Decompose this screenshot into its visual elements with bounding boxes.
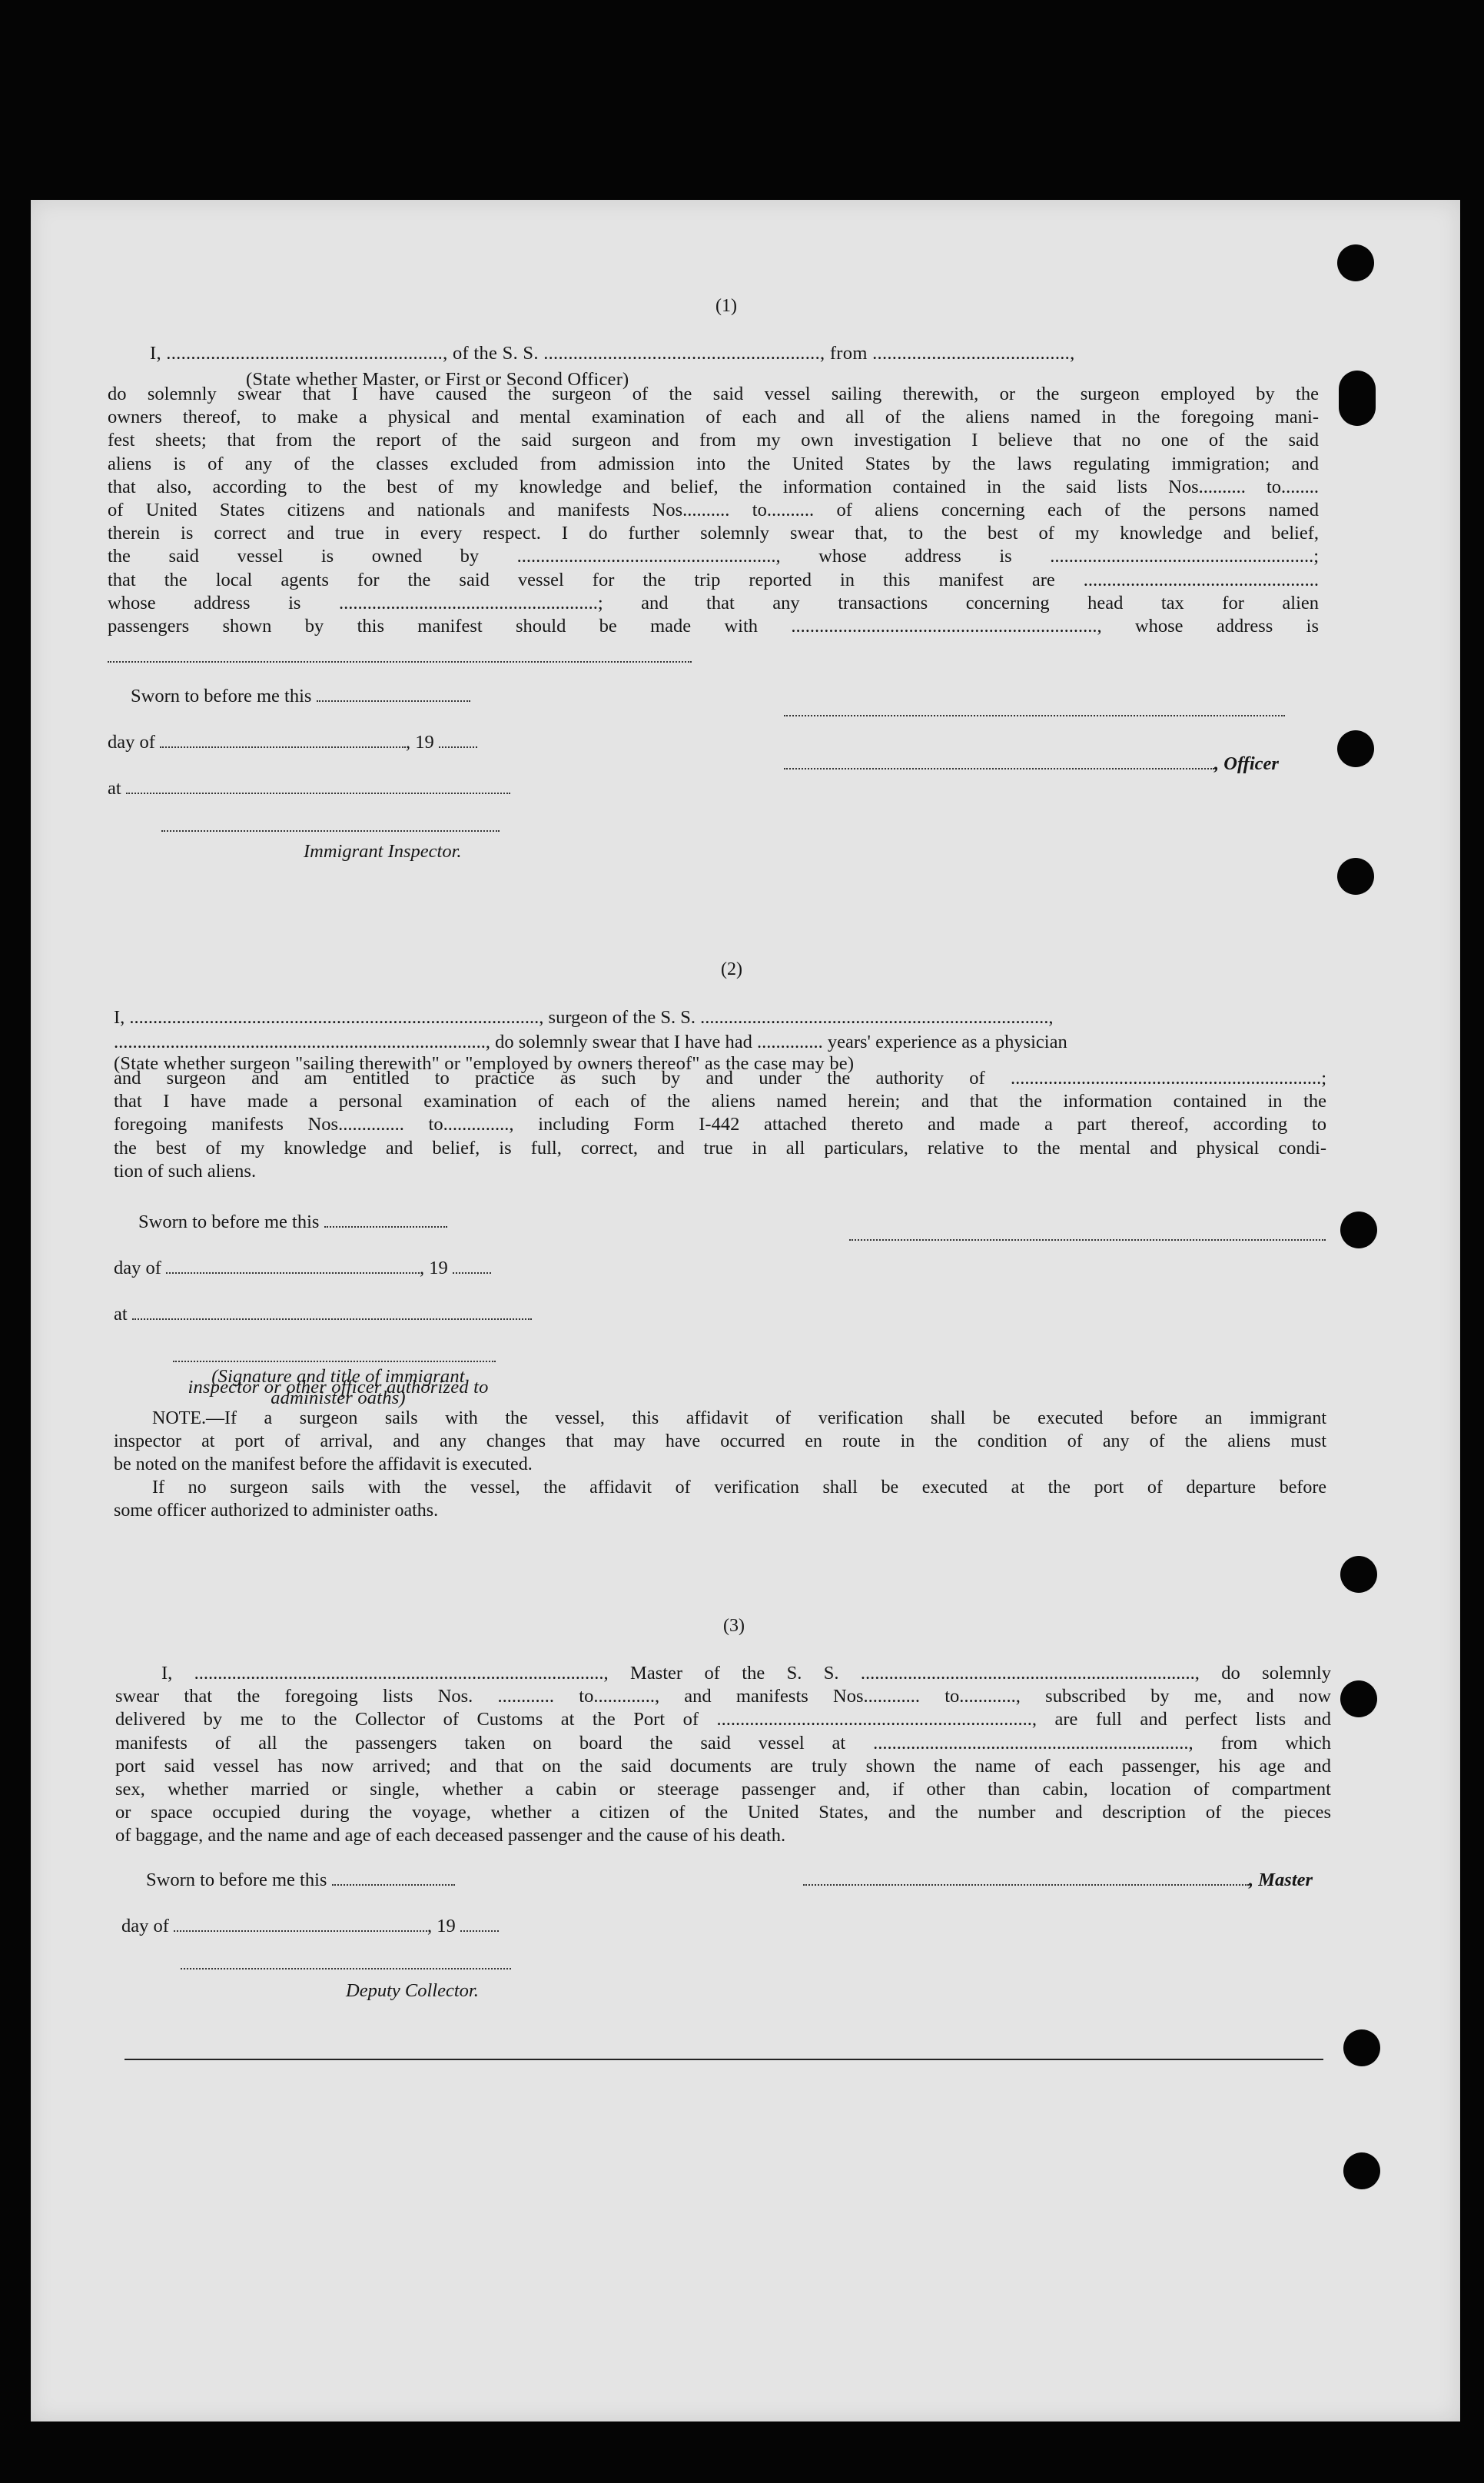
section-2-at (114, 1304, 532, 1325)
section-3-line: I, ......................................................................................., Master of the S. S. ......................................................................., do solemnly (161, 1663, 1331, 1684)
day-field (166, 1258, 420, 1274)
manifest-page (31, 200, 1460, 2422)
note-line: If no surgeon sails with the vessel, the affidavit of verification shall be executed at the port of departure before (152, 1478, 1326, 1497)
officer-label: , Officer (1214, 753, 1279, 774)
master-label-row (803, 1870, 1313, 1891)
section-1-line: do solemnly swear that I have caused the surgeon of the said vessel sailing therewith, or the surgeon employed by the (108, 384, 1319, 404)
section-1-line: aliens is of any of the classes excluded from admission into the United States by the laws regulating immigration; and (108, 453, 1319, 474)
master-label: , Master (1249, 1870, 1313, 1890)
section-3-line: swear that the foregoing lists Nos. ............ to............., and manifests Nos............ to............, subscribed by me, and now (115, 1686, 1331, 1707)
section-1-line: therein is correct and true in every respect. I do further solemnly swear that, to the best of my knowledge and belief, (108, 523, 1319, 544)
day-field (174, 1916, 427, 1932)
binder-hole (1337, 244, 1374, 281)
section-2-number: (2) (721, 959, 742, 979)
binder-hole (1343, 2029, 1380, 2066)
section-1-number: (1) (715, 296, 737, 316)
collector-signature-line (181, 1954, 511, 1969)
inspector-signature-line (161, 816, 500, 832)
sworn-date-field (332, 1870, 455, 1886)
officer-label-row (784, 753, 1279, 775)
section-2-line-1: I, ......................................................................................., surgeon of the S. S. .........................................................................., (114, 1007, 1054, 1028)
section-1-body (108, 383, 1319, 638)
section-1-line: of United States citizens and nationals and manifests Nos.......... to.......... of aliens concerning each of the persons named (108, 500, 1319, 521)
section-2-day (114, 1258, 491, 1279)
section-1-line: whose address is .......................................................; and that any transactions concerning head tax for alien (108, 592, 1319, 613)
section-2-note (114, 1407, 1326, 1522)
year-field (439, 733, 477, 748)
surgeon-status-field: ............................................................................... (114, 1032, 486, 1052)
binder-hole (1343, 2152, 1380, 2189)
note-line: —If a surgeon sails with the vessel, this affidavit of verification shall be executed before an immigrant (205, 1408, 1326, 1428)
section-2-line: foregoing manifests Nos.............. to.............., including Form I-442 attached thereto and made a part thereof, according to (114, 1114, 1326, 1135)
year-label: , 19 (406, 732, 434, 753)
at-label: at (114, 1304, 128, 1325)
sworn-label: Sworn to before me this (138, 1212, 320, 1232)
section-3-line: sex, whether married or single, whether a cabin or steerage passenger and, if other than cabin, location of compartment (115, 1779, 1331, 1800)
section-1-line: owners thereof, to make a physical and mental examination of each and all of the aliens named in the foregoing mani- (108, 407, 1319, 428)
day-field (160, 733, 406, 748)
section-3-number: (3) (723, 1616, 745, 1636)
section-1-continuation-line (108, 647, 692, 663)
officer-name-field (784, 754, 1214, 769)
day-of-label: day of (108, 732, 155, 753)
section-2-line: that I have made a personal examination of each of the aliens named herein; and that the information contained in the (114, 1091, 1326, 1112)
note-line: some officer authorized to administer oaths. (114, 1501, 439, 1521)
section-3-line: delivered by me to the Collector of Customs at the Port of ..................................................................., are full and perfect lists and (115, 1709, 1331, 1730)
section-3-line: port said vessel has now arrived; and that on the said documents are truly shown the name of each passenger, his age and (115, 1755, 1331, 1777)
at-label: at (108, 778, 121, 799)
note-line: be noted on the manifest before the affidavit is executed. (114, 1454, 533, 1474)
sworn-date-field (324, 1212, 447, 1228)
section-2-line-2-note: (State whether surgeon "sailing therewith" or "employed by owners thereof" as the case may be) (114, 1053, 855, 1074)
binder-hole (1340, 1556, 1377, 1593)
surgeon-signature-line (849, 1225, 1326, 1241)
section-2-line: tion of such aliens. (114, 1160, 257, 1182)
year-label: , 19 (427, 1916, 456, 1936)
section-1-line: that the local agents for the said vessel for the trip reported in this manifest are .................................................. (108, 569, 1319, 590)
sworn-label: Sworn to before me this (131, 686, 312, 706)
section-2-line: the best of my knowledge and belief, is full, correct, and true in all particulars, relative to the mental and physical condi- (114, 1137, 1326, 1158)
section-3-day (121, 1916, 499, 1937)
section-1-line: passengers shown by this manifest should be made with ................................................................., whose address is (108, 616, 1319, 637)
binder-hole (1340, 1680, 1377, 1717)
at-field (132, 1305, 532, 1320)
day-of-label: day of (114, 1258, 161, 1278)
section-1-line: that also, according to the best of my knowledge and belief, the information contained in the said lists Nos.......... to........ (108, 476, 1319, 497)
signature-title-note: (Signature and title of immigrant inspector or other officer authorized to administer oaths) (188, 1366, 489, 1408)
sworn-label: Sworn to before me this (146, 1870, 327, 1890)
section-1-day (108, 732, 477, 753)
binder-hole (1337, 858, 1374, 895)
master-signature-field (803, 1870, 1249, 1886)
year-field (460, 1916, 499, 1932)
immigrant-inspector-label: Immigrant Inspector. (304, 841, 462, 862)
section-3-line: manifests of all the passengers taken on board the said vessel at ..................................................................., from which (115, 1732, 1331, 1753)
inspector-signature-line (173, 1347, 496, 1362)
section-2-body (114, 1067, 1326, 1183)
note-line: inspector at port of arrival, and any changes that may have occurred en route in the condition of any of the aliens must (114, 1431, 1326, 1451)
section-3-body (115, 1662, 1331, 1848)
sworn-date-field (317, 686, 470, 702)
year-label: , 19 (420, 1258, 448, 1278)
section-1-opening: I, ........................................................, of the S. S. ........................................................, from ........................................, (150, 343, 1075, 364)
deputy-collector-label: Deputy Collector. (346, 1980, 479, 2001)
section-3-sworn (146, 1870, 455, 1891)
section-1-sworn (131, 686, 470, 707)
section-3-line: or space occupied during the voyage, whether a citizen of the United States, and the number and description of the pieces (115, 1802, 1331, 1823)
section-3-line: of baggage, and the name and age of each deceased passenger and the cause of his death. (115, 1825, 786, 1846)
experience-text: , do solemnly swear that I have had .............. years' experience as a physician (485, 1032, 1067, 1052)
binder-hole (1340, 1212, 1377, 1248)
section-1-at (108, 778, 510, 799)
day-of-label: day of (121, 1916, 169, 1936)
bottom-rule (124, 2059, 1323, 2060)
section-1-opening-note: (State whether Master, or First or Second Officer) (246, 369, 629, 390)
note-label: NOTE. (152, 1408, 206, 1428)
officer-signature-line (784, 701, 1285, 716)
section-2-line-2 (114, 1032, 1067, 1053)
section-2-sworn (138, 1212, 447, 1233)
section-1-line: the said vessel is owned by ......................................................., whose address is ........................................................; (108, 546, 1319, 567)
at-field (126, 779, 510, 794)
year-field (453, 1258, 491, 1274)
section-2-line: and surgeon and am entitled to practice as such by and under the authority of ..................................................................; (114, 1068, 1326, 1089)
section-1-line: fest sheets; that from the report of the said surgeon and from my own investigation I believe that no one of the said (108, 430, 1319, 451)
binder-hole (1337, 730, 1374, 767)
binder-hole (1339, 371, 1376, 426)
